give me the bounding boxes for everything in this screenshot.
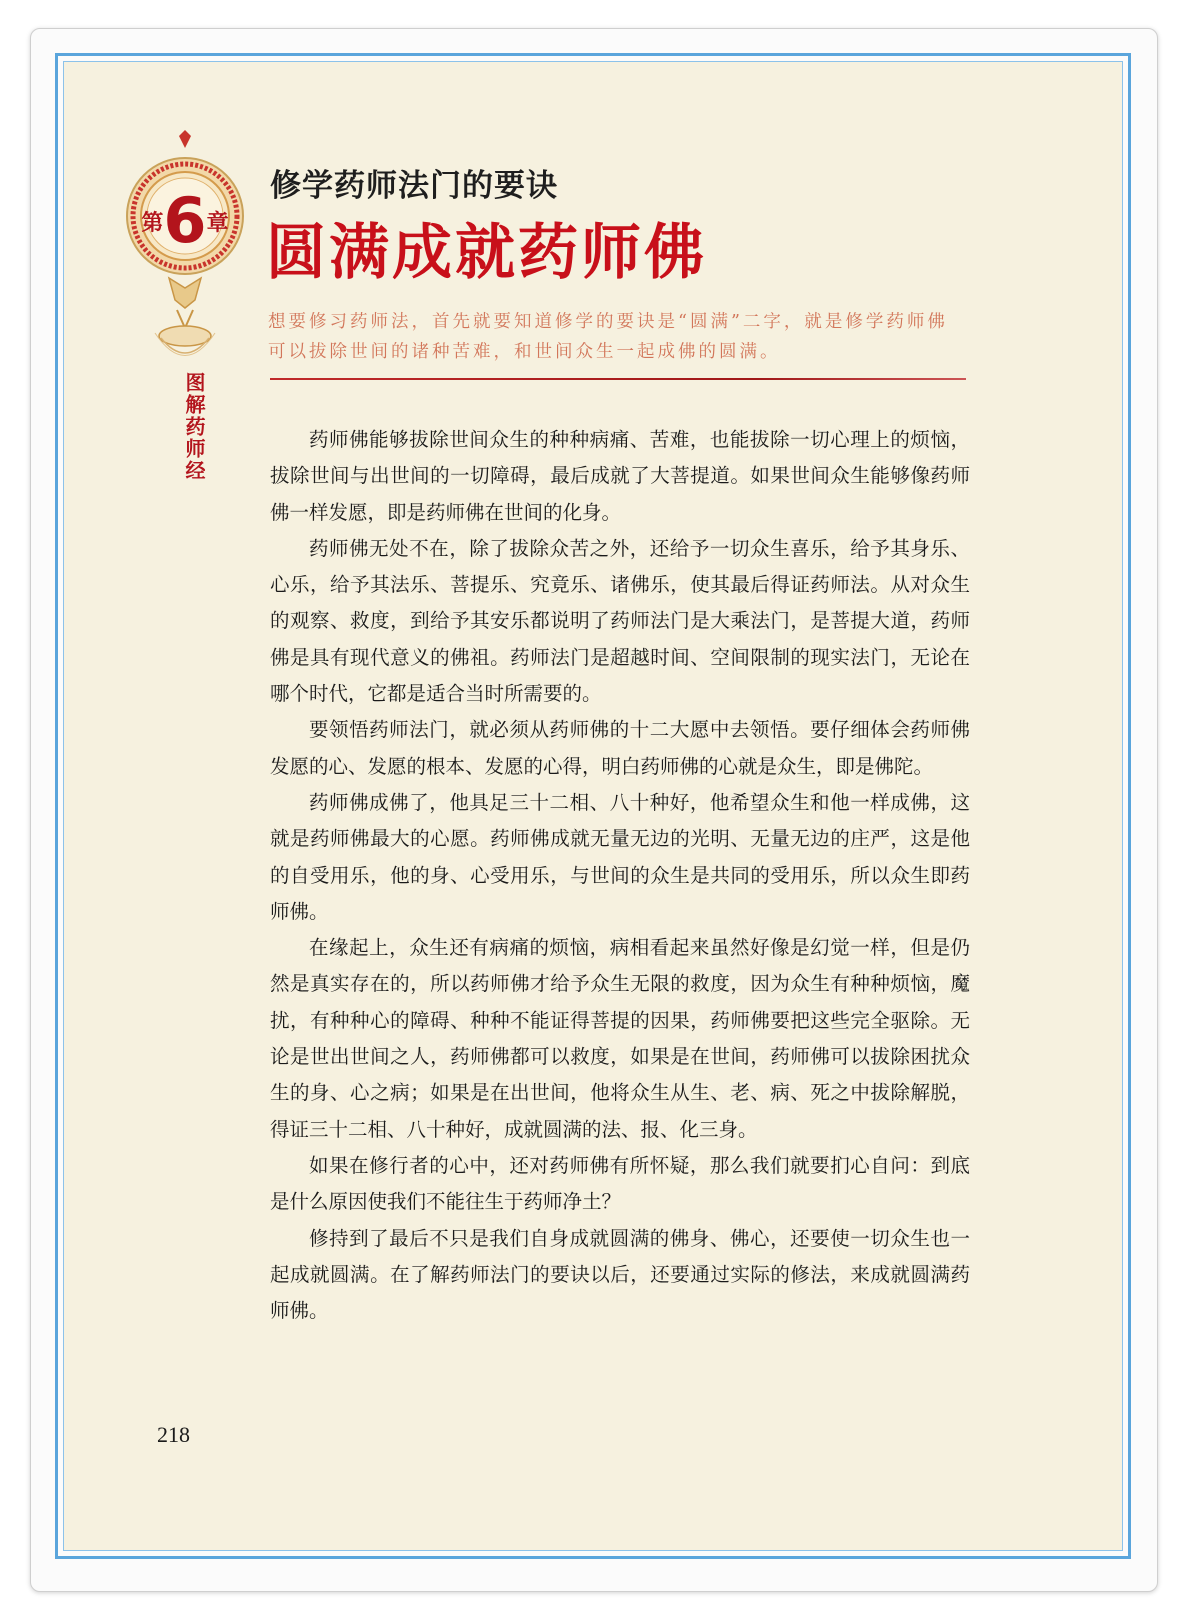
sidebar-book-title: 图解药师经 xyxy=(182,372,206,482)
divider-line xyxy=(270,378,966,380)
paragraph: 要领悟药师法门，就必须从药师佛的十二大愿中去领悟。要仔细体会药师佛发愿的心、发愿的根本、发愿的心得，明白药师佛的心就是众生，即是佛陀。 xyxy=(270,718,970,778)
paragraph: 在缘起上，众生还有病痛的烦恼，病相看起来虽然好像是幻觉一样，但是仍然是真实存在的，所以药师佛才给予众生无限的救度，因为众生有种种烦恼，魔扰，有种种心的障碍、种种不能证得菩提的因果，药师佛要把这些完全驱除。无论是世出世间之人，药师佛都可以救度，如果是在世间，药师佛可以拔除困扰众生的身、心之病；如果是在出世间，他将众生从生、老、病、死之中拔除解脱，得证三十二相、八十种好，成就圆满的法、报、化三身。 xyxy=(270,936,970,1141)
paragraph: 修持到了最后不只是我们自身成就圆满的佛身、佛心，还要使一切众生也一起成就圆满。在了解药师法门的要诀以后，还要通过实际的修法，来成就圆满药师佛。 xyxy=(270,1226,970,1323)
chapter-subtitle: 修学药师法门的要诀 xyxy=(270,168,558,204)
chapter-number xyxy=(125,184,245,257)
chapter-prefix: 第 xyxy=(141,211,164,236)
page-number: 218 xyxy=(157,1422,190,1447)
chapter-intro: 想要修习药师法，首先就要知道修学的要诀是“圆满”二字，就是修学药师佛可以拔除世间的诸种苦难，和世间众生一起成佛的圆满。 xyxy=(268,312,948,362)
chapter-digit: 6 xyxy=(163,184,207,257)
paragraph: 如果在修行者的心中，还对药师佛有所怀疑，那么我们就要扪心自问：到底是什么原因使我们不能往生于药师净土？ xyxy=(270,1153,970,1214)
paragraph: 药师佛无处不在，除了拔除众苦之外，还给予一切众生喜乐，给予其身乐、心乐，给予其法乐、菩提乐、究竟乐、诸佛乐，使其最后得证药师法。从对众生的观察、救度，到给予其安乐都说明了药师法门是大乘法门，是菩提大道，药师佛是具有现代意义的佛祖。药师法门是超越时间、空间限制的现实法门，无论在哪个时代，它都是适合当时所需要的。 xyxy=(270,536,970,706)
body-text xyxy=(270,422,970,1329)
paragraph: 药师佛成佛了，他具足三十二相、八十种好，他希望众生和他一样成佛，这就是药师佛最大的心愿。药师佛成就无量无边的光明、无量无边的庄严，这是他的自受用乐，他的身、心受用乐，与世间的众生是共同的受用乐，所以众生即药师佛。 xyxy=(270,790,970,923)
chapter-title: 圆满成就药师佛 xyxy=(266,218,707,288)
chapter-suffix: 章 xyxy=(206,211,229,236)
paragraph: 药师佛能够拔除世间众生的种种病痛、苦难，也能拔除一切心理上的烦恼，拔除世间与出世间的一切障碍，最后成就了大菩提道。如果世间众生能够像药师佛一样发愿，即是药师佛在世间的化身。 xyxy=(270,428,970,524)
